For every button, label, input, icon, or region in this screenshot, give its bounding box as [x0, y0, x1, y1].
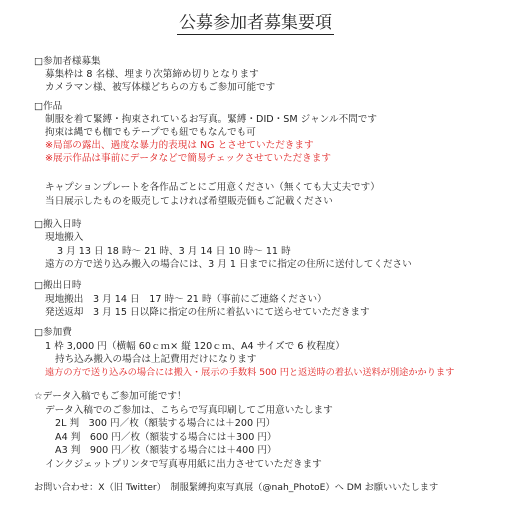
text-line: 制服を着て緊縛・拘束されているお写真。緊縛・DID・SM ジャンル不問です [45, 114, 377, 125]
section-heading-fee: □参加費 [34, 327, 72, 338]
text-line: インクジェットプリンタで写真専用紙に出力させていただきます [45, 459, 322, 470]
warning-line: ※局部の露出、過度な暴力的表現は NG とさせていただきます [45, 140, 314, 151]
price-line: A4 判 600 円／枚（額装する場合には＋300 円） [55, 432, 277, 443]
text-line: カメラマン様、被写体様どちらの方もご参加可能です [45, 82, 276, 93]
price-line: A3 判 900 円／枚（額装する場合には＋400 円） [55, 445, 277, 456]
price-line: 2L 判 300 円／枚（額装する場合には＋200 円） [55, 418, 276, 429]
text-line: 拘束は縄でも枷でもテープでも紐でもなんでも可 [45, 127, 256, 138]
section-heading-carry-out: □搬出日時 [34, 280, 82, 291]
section-heading-data-submission: ☆データ入稿でもご参加可能です！ [34, 391, 187, 402]
text-line: 当日展示したものを販売してよければ希望販売価もご記載ください [45, 196, 333, 207]
section-heading-works: □作品 [34, 101, 63, 112]
text-line: 持ち込み搬入の場合は上記費用だけになります [55, 354, 257, 365]
text-line: 募集枠は 8 名様、埋まり次第締め切りとなります [45, 69, 259, 80]
section-heading-carry-in: □搬入日時 [34, 219, 82, 230]
page-title-text: 公募参加者募集要項 [179, 13, 332, 33]
contact-line: お問い合わせ：X（旧 Twitter） 制服緊縛拘束写真展（@nah_PhotoE）へ DM お願いいたします [34, 482, 439, 493]
section-heading-participants: □参加者様募集 [34, 56, 101, 67]
text-line: 遠方の方で送り込み搬入の場合には、3 月 1 日までに指定の住所に送付してください [45, 259, 412, 270]
text-line: 現地搬出 3 月 14 日 17 時～ 21 時（事前にご連絡ください） [45, 294, 327, 305]
page-title [0, 12, 511, 34]
warning-line: ※展示作品は事前にデータなどで簡易チェックさせていただきます [45, 153, 331, 164]
text-line: 発送返却 3 月 15 日以降に指定の住所に着払いにて送らせていただきます [45, 307, 370, 318]
warning-line: 遠方の方で送り込みの場合には搬入・展示の手数料 500 円と返送時の着払い送料が別途かかります [45, 367, 455, 378]
text-line: 1 枠 3,000 円（横幅 60ｃｍ× 縦 120ｃｍ、A4 サイズで 6 枚程度） [45, 341, 345, 352]
text-line: データ入稿でのご参加は、こちらで写真印刷してご用意いたします [45, 405, 333, 416]
text-line: キャプションプレートを各作品ごとにご用意ください（無くても大丈夫です） [45, 182, 380, 193]
text-line: 現地搬入 [45, 232, 84, 243]
text-line: 3 月 13 日 18 時～ 21 時、3 月 14 日 10 時～ 11 時 [57, 246, 291, 257]
